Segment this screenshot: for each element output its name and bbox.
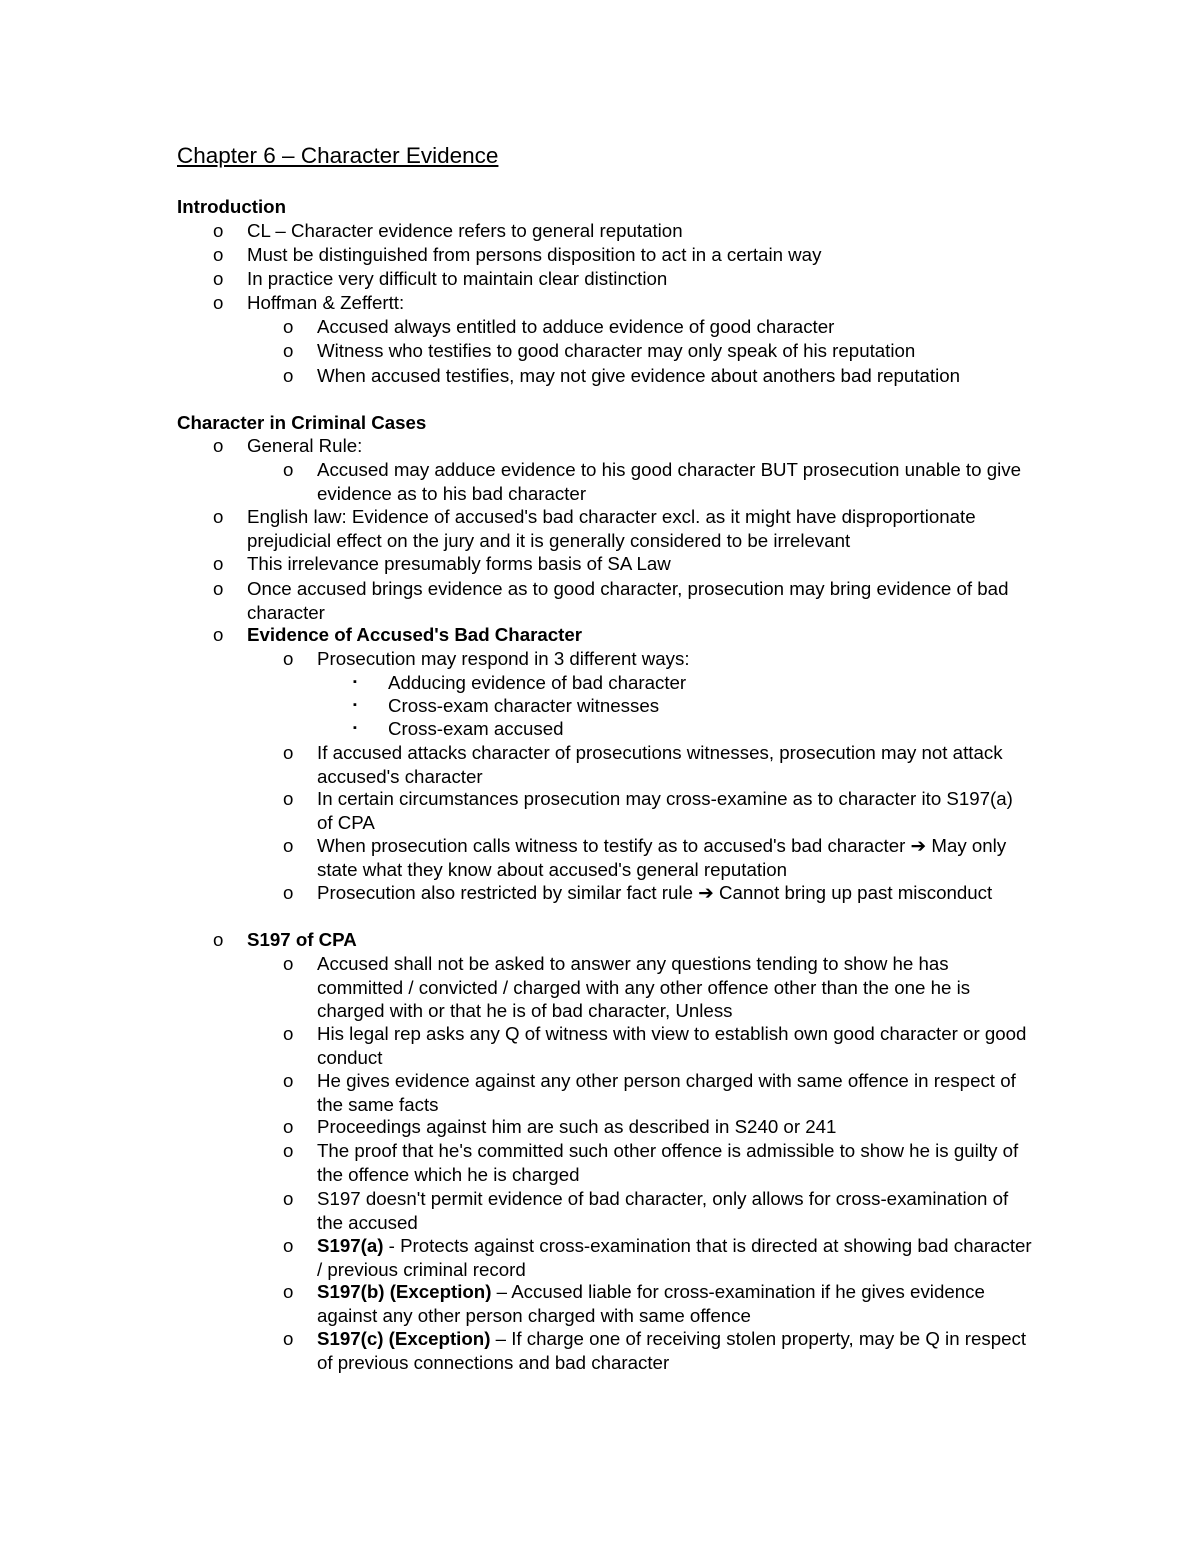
list-item-text: English law: Evidence of accused's bad character excl. as it might have disproportionate prejudicial effect on the jury and it is generally considered to be irrelevant (247, 506, 976, 551)
s197b-label: S197(b) (Exception) (317, 1281, 492, 1302)
bullet-o-icon: o (283, 459, 294, 480)
list-item-text: S197 doesn't permit evidence of bad character, only allows for cross-examination of the accused (317, 1188, 1009, 1233)
bullet-square-icon: ▪ (353, 699, 357, 711)
list-item-text: The proof that he's committed such other offence is admissible to show he is guilty of the offence which he is charged (317, 1140, 1019, 1185)
bullet-o-icon: o (283, 953, 294, 974)
list-item-text (317, 1280, 1032, 1327)
list-item-text: This irrelevance presumably forms basis of SA Law (247, 553, 671, 574)
list-item-text: Cross-exam character witnesses (388, 695, 660, 716)
list-item-text: Proceedings against him are such as described in S240 or 241 (317, 1116, 837, 1137)
bullet-o-icon: o (213, 220, 224, 241)
bullet-o-icon: o (283, 1235, 294, 1256)
bullet-o-icon: o (213, 435, 224, 456)
bullet-o-icon: o (283, 742, 294, 763)
bullet-o-icon: o (213, 553, 224, 574)
bullet-o-icon: o (283, 835, 294, 856)
bullet-o-icon: o (283, 1070, 294, 1091)
bullet-o-icon: o (213, 624, 224, 645)
list-item-text: Once accused brings evidence as to good character, prosecution may bring evidence of bad character (247, 578, 1009, 623)
bullet-o-icon: o (213, 929, 224, 950)
section-heading-introduction: Introduction (177, 196, 286, 217)
list-item-text: Accused always entitled to adduce evidence of good character (317, 316, 835, 337)
list-item-text: Witness who testifies to good character may only speak of his reputation (317, 340, 916, 361)
bullet-o-icon: o (283, 340, 294, 361)
list-item-text: Hoffman & Zeffertt: (247, 292, 405, 313)
list-item-text: Prosecution also restricted by similar fact rule ➔ Cannot bring up past misconduct (317, 882, 993, 903)
bullet-square-icon: ▪ (353, 676, 357, 688)
list-item-text: Prosecution may respond in 3 different ways: (317, 648, 690, 669)
list-item-text: Accused may adduce evidence to his good character BUT prosecution unable to give evidence as to his bad character (317, 459, 1021, 504)
s197a-text: - Protects against cross-examination that is directed at showing bad character / previous criminal record (317, 1235, 1032, 1280)
list-item-text: In certain circumstances prosecution may cross-examine as to character ito S197(a) of CPA (317, 788, 1013, 833)
list-item-text: He gives evidence against any other person charged with same offence in respect of the same facts (317, 1070, 1016, 1115)
bullet-o-icon: o (283, 882, 294, 903)
bullet-o-icon: o (213, 506, 224, 527)
subsection-heading-bad-character: Evidence of Accused's Bad Character (247, 624, 583, 645)
bullet-o-icon: o (283, 1023, 294, 1044)
chapter-title: Chapter 6 – Character Evidence (177, 143, 499, 168)
s197c-label: S197(c) (Exception) (317, 1328, 491, 1349)
bullet-o-icon: o (213, 268, 224, 289)
bullet-o-icon: o (283, 788, 294, 809)
s197c-text: – If charge one of receiving stolen property, may be Q in respect of previous connections and bad character (317, 1328, 1027, 1373)
bullet-o-icon: o (213, 244, 224, 265)
list-item-text: CL – Character evidence refers to general reputation (247, 220, 683, 241)
list-item-text: When prosecution calls witness to testify as to accused's bad character ➔ May only state what they know about accused's general reputation (317, 835, 1007, 880)
s197a-label: S197(a) (317, 1235, 384, 1256)
bullet-o-icon: o (283, 316, 294, 337)
list-item-text (317, 1327, 1032, 1374)
subsection-heading-s197: S197 of CPA (247, 929, 357, 950)
list-item-text (317, 1234, 1032, 1281)
section-heading-criminal-cases: Character in Criminal Cases (177, 412, 427, 433)
bullet-o-icon: o (283, 648, 294, 669)
bullet-square-icon: ▪ (353, 722, 357, 734)
list-item-text: His legal rep asks any Q of witness with view to establish own good character or good conduct (317, 1023, 1027, 1068)
bullet-o-icon: o (213, 292, 224, 313)
bullet-o-icon: o (283, 365, 294, 386)
list-item-text: General Rule: (247, 435, 363, 456)
bullet-o-icon: o (283, 1140, 294, 1161)
list-item-text: When accused testifies, may not give evidence about anothers bad reputation (317, 365, 961, 386)
bullet-o-icon: o (283, 1188, 294, 1209)
list-item-text: In practice very difficult to maintain clear distinction (247, 268, 668, 289)
list-item-text: Adducing evidence of bad character (388, 672, 687, 693)
bullet-o-icon: o (283, 1281, 294, 1302)
list-item-text: If accused attacks character of prosecutions witnesses, prosecution may not attack accused's character (317, 742, 1003, 787)
list-item-text: Must be distinguished from persons disposition to act in a certain way (247, 244, 822, 265)
list-item-text: Cross-exam accused (388, 718, 564, 739)
bullet-o-icon: o (283, 1116, 294, 1137)
bullet-o-icon: o (283, 1328, 294, 1349)
list-item-text: Accused shall not be asked to answer any questions tending to show he has committed / convicted / charged with any other offence other than the one he is charged with or that he is of bad character, Unless (317, 953, 971, 1021)
bullet-o-icon: o (213, 578, 224, 599)
s197b-text: – Accused liable for cross-examination if he gives evidence against any other person charged with same offence (317, 1281, 985, 1326)
